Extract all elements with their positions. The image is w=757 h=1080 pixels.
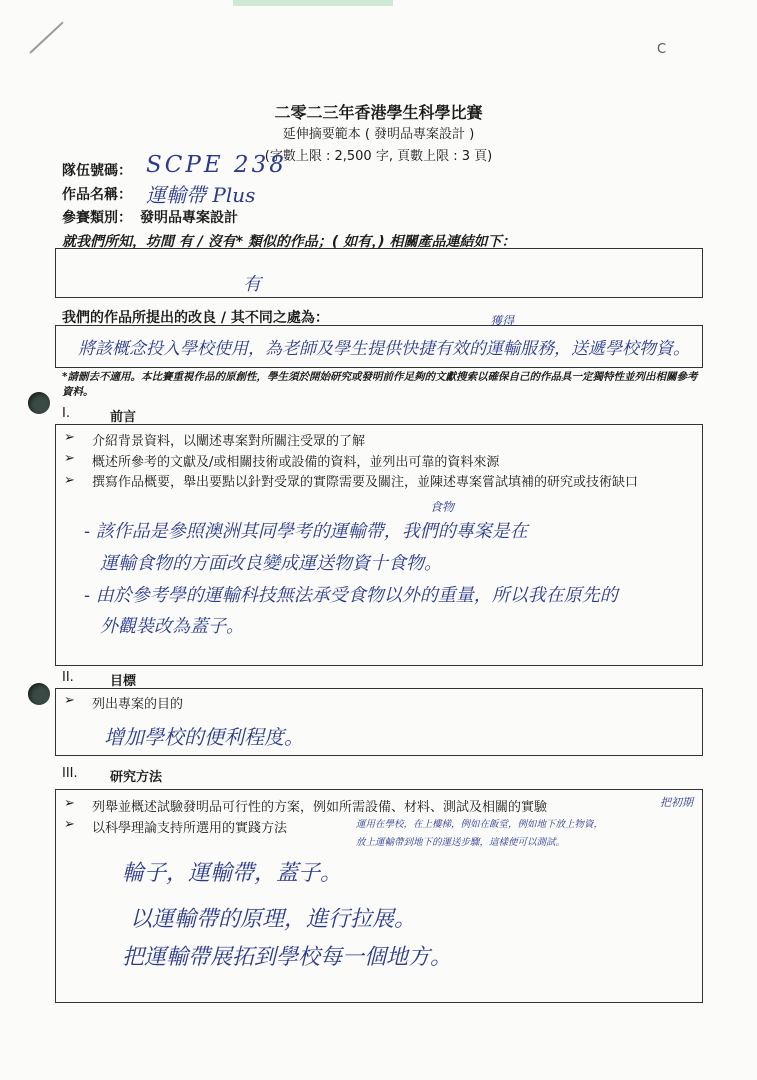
page-subtitle: 延伸摘要範本 ( 發明品專案設計 ) [282,127,475,142]
section-2-title: 目標 [110,674,137,689]
intro-bullet-1: 介紹背景資料，以闡述專案對所關注受眾的了解 [92,434,366,449]
bullet-icon: ➢ [64,817,75,832]
improvement-answer: 將該概念投入學校使用，為老師及學生提供快捷有效的運輸服務，送遞學校物資。 [78,339,690,359]
binder-hole-1 [28,392,50,414]
similar-answer-box [55,248,703,298]
intro-bullet-3: 撰寫作品概要，舉出要點以針對受眾的實際需要及關注，並陳述專案嘗試填補的研究或技術缺口 [92,475,639,490]
bullet-icon: ➢ [64,796,75,811]
goal-bullet: 列出專案的目的 [92,697,184,712]
method-side-note-corner: 把初期 [660,796,693,809]
top-edge-mark [233,0,393,6]
bullet-icon: ➢ [64,473,75,488]
team-id-value: SCPE 238 [146,152,287,178]
similar-answer: 有 [243,274,261,295]
binder-hole-2 [28,683,50,705]
bullet-icon: ➢ [64,693,75,708]
method-bullet-2: 以科學理論支持所選用的實踐方法 [92,821,288,836]
section-3-title: 研究方法 [110,770,163,785]
intro-hand-line-2: 運輸食物的方面改良變成運送物資十食物。 [100,553,442,574]
section-1-title: 前言 [110,410,137,425]
intro-bullet-2: 概述所參考的文獻及/或相關技術或設備的資料，並列出可靠的資料來源 [92,455,500,470]
category-label: 參賽類別： [62,210,132,226]
intro-note-above: 食物 [430,500,455,514]
method-hand-line-1: 輪子，運輸帶，蓋子。 [122,861,343,886]
improvement-insert-note: 獲得 [490,314,515,328]
improvement-label: 我們的作品所提出的改良 / 其不同之處為： [62,310,329,326]
similar-question: 就我們所知，坊間 有 / 沒有* 類似的作品；( 如有，) 相關產品連結如下： [62,234,516,250]
intro-hand-line-3: - 由於參考學的運輸科技無法承受食物以外的重量，所以我在原先的 [84,585,618,606]
project-name-value: 運輸帶 Plus [146,183,256,207]
method-bullet-1: 列舉並概述試驗發明品可行性的方案，例如所需設備、材料、測試及相關的實驗 [92,800,548,815]
bullet-icon: ➢ [64,451,75,466]
section-2-number: II. [62,670,74,685]
category-value: 發明品專案設計 [140,210,238,226]
footnote: *請刪去不適用。本比賽重視作品的原創性，學生須於開始研究或發明前作足夠的文獻搜索以確保自己的作品具一定獨特性並列出相關參考資料。 [62,371,698,398]
page-limits: (字數上限 : 2,500 字, 頁數上限 : 3 頁) [264,149,493,164]
method-hand-line-3: 把運輸帶展拓到學校每一個地方。 [122,945,453,970]
pencil-scratch [29,22,63,54]
intro-hand-line-1: - 該作品是參照澳洲其同學考的運輸帶，我們的專案是在 [84,521,528,542]
corner-mark: C [657,42,667,57]
project-name-label: 作品名稱： [62,187,132,203]
bullet-icon: ➢ [64,430,75,445]
method-side-note-2: 放上運輸帶到地下的運送步驟，這樣便可以測試。 [356,837,566,848]
intro-hand-line-4: 外觀裝改為蓋子。 [100,616,244,637]
section-1-number: I. [62,406,70,421]
page-title: 二零二三年香港學生科學比賽 [274,103,483,122]
section-3-number: III. [62,766,78,781]
method-side-note-1: 運用在學校，在上樓梯，例如在飯堂，例如地下放上物資， [356,819,604,830]
team-id-label: 隊伍號碼： [62,163,132,179]
method-hand-line-2: 以運輸帶的原理，進行拉展。 [130,907,417,932]
goal-hand-line: 增加學校的便利程度。 [104,725,304,749]
